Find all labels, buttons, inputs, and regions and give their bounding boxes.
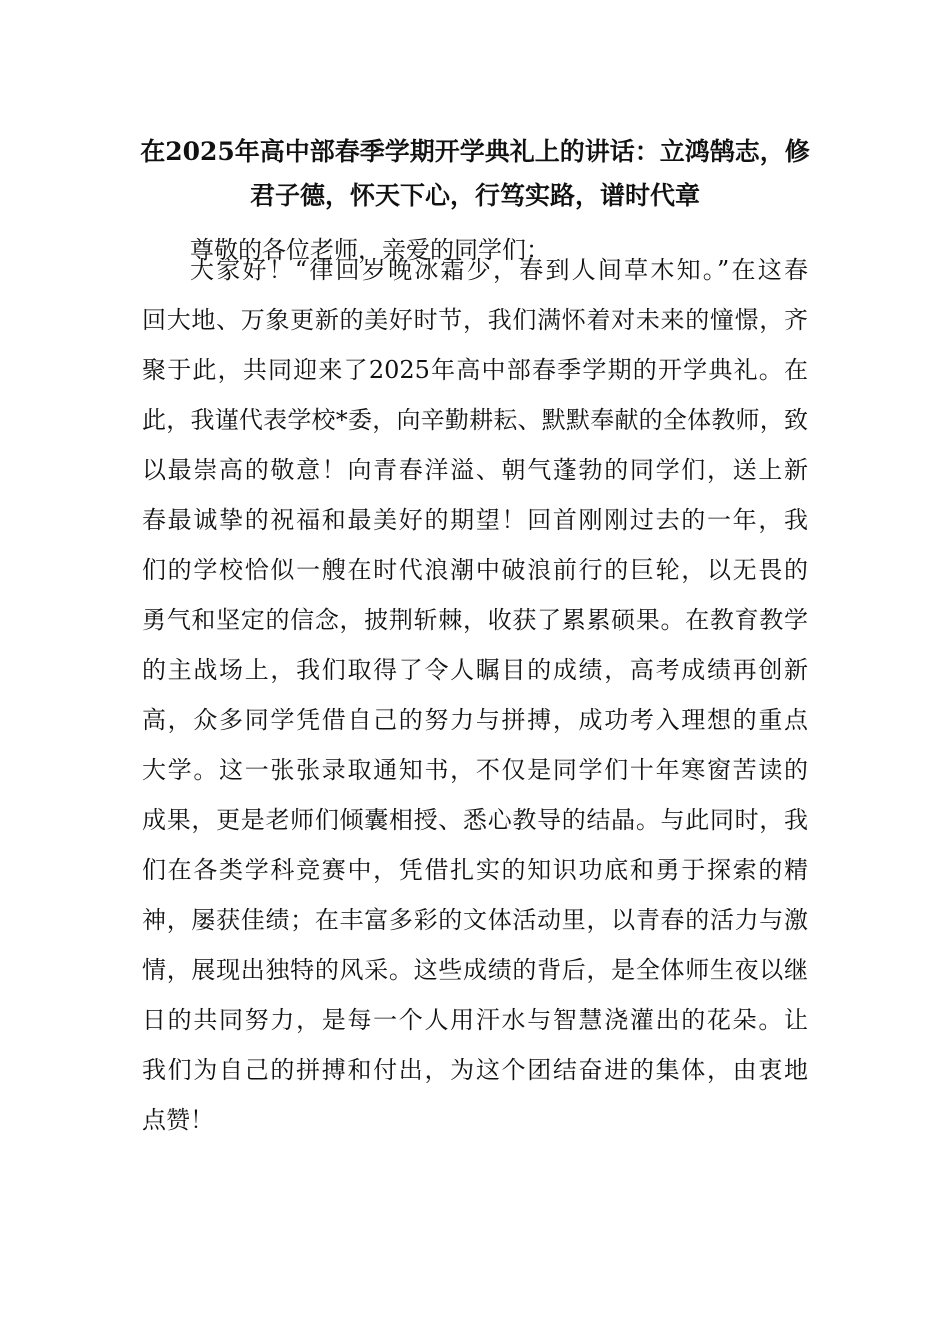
paragraph-line: 成果，更是老师们倾囊相授、悉心教导的结晶。与此同时，我 bbox=[142, 806, 808, 834]
title-line-2: 君子德，怀天下心，行笃实路，谱时代章 bbox=[249, 181, 700, 210]
paragraph-line: 聚于此，共同迎来了2025年高中部春季学期的开学典礼。在 bbox=[142, 356, 808, 384]
paragraph-line: 此，我谨代表学校*委，向辛勤耕耘、默默奉献的全体教师，致 bbox=[142, 406, 808, 434]
title-line-1: 在2025年高中部春季学期开学典礼上的讲话：立鸿鹄志，修 bbox=[140, 137, 810, 166]
document-title bbox=[140, 130, 810, 218]
paragraph-line: 们的学校恰似一艘在时代浪潮中破浪前行的巨轮，以无畏的 bbox=[142, 556, 808, 584]
paragraph-line: 大家好！“律回岁晚冰霜少，春到人间草木知。”在这春 bbox=[190, 256, 808, 284]
paragraph-line: 以最崇高的敬意！向青春洋溢、朝气蓬勃的同学们，送上新 bbox=[142, 456, 808, 484]
paragraph-line: 大学。这一张张录取通知书，不仅是同学们十年寒窗苦读的 bbox=[142, 756, 808, 784]
paragraph-line: 春最诚挚的祝福和最美好的期望！回首刚刚过去的一年，我 bbox=[142, 506, 808, 534]
paragraph-line: 神，屡获佳绩；在丰富多彩的文体活动里，以青春的活力与激 bbox=[142, 906, 808, 934]
salutation: 尊敬的各位老师，亲爱的同学们： bbox=[190, 236, 550, 264]
paragraph-line: 的主战场上，我们取得了令人瞩目的成绩，高考成绩再创新 bbox=[142, 656, 808, 684]
paragraph-line: 回大地、万象更新的美好时节，我们满怀着对未来的憧憬，齐 bbox=[142, 306, 808, 334]
paragraph-line: 们在各类学科竞赛中，凭借扎实的知识功底和勇于探索的精 bbox=[142, 856, 808, 884]
paragraph-line: 日的共同努力，是每一个人用汗水与智慧浇灌出的花朵。让 bbox=[142, 1006, 808, 1034]
paragraph-line: 高，众多同学凭借自己的努力与拼搏，成功考入理想的重点 bbox=[142, 706, 808, 734]
paragraph-line: 情，展现出独特的风采。这些成绩的背后，是全体师生夜以继 bbox=[142, 956, 808, 984]
paragraph-line: 勇气和坚定的信念，披荆斩棘，收获了累累硕果。在教育教学 bbox=[142, 606, 808, 634]
paragraph-line: 我们为自己的拼搏和付出，为这个团结奋进的集体，由衷地 bbox=[142, 1056, 808, 1084]
paragraph-line: 点赞！ bbox=[142, 1106, 214, 1134]
